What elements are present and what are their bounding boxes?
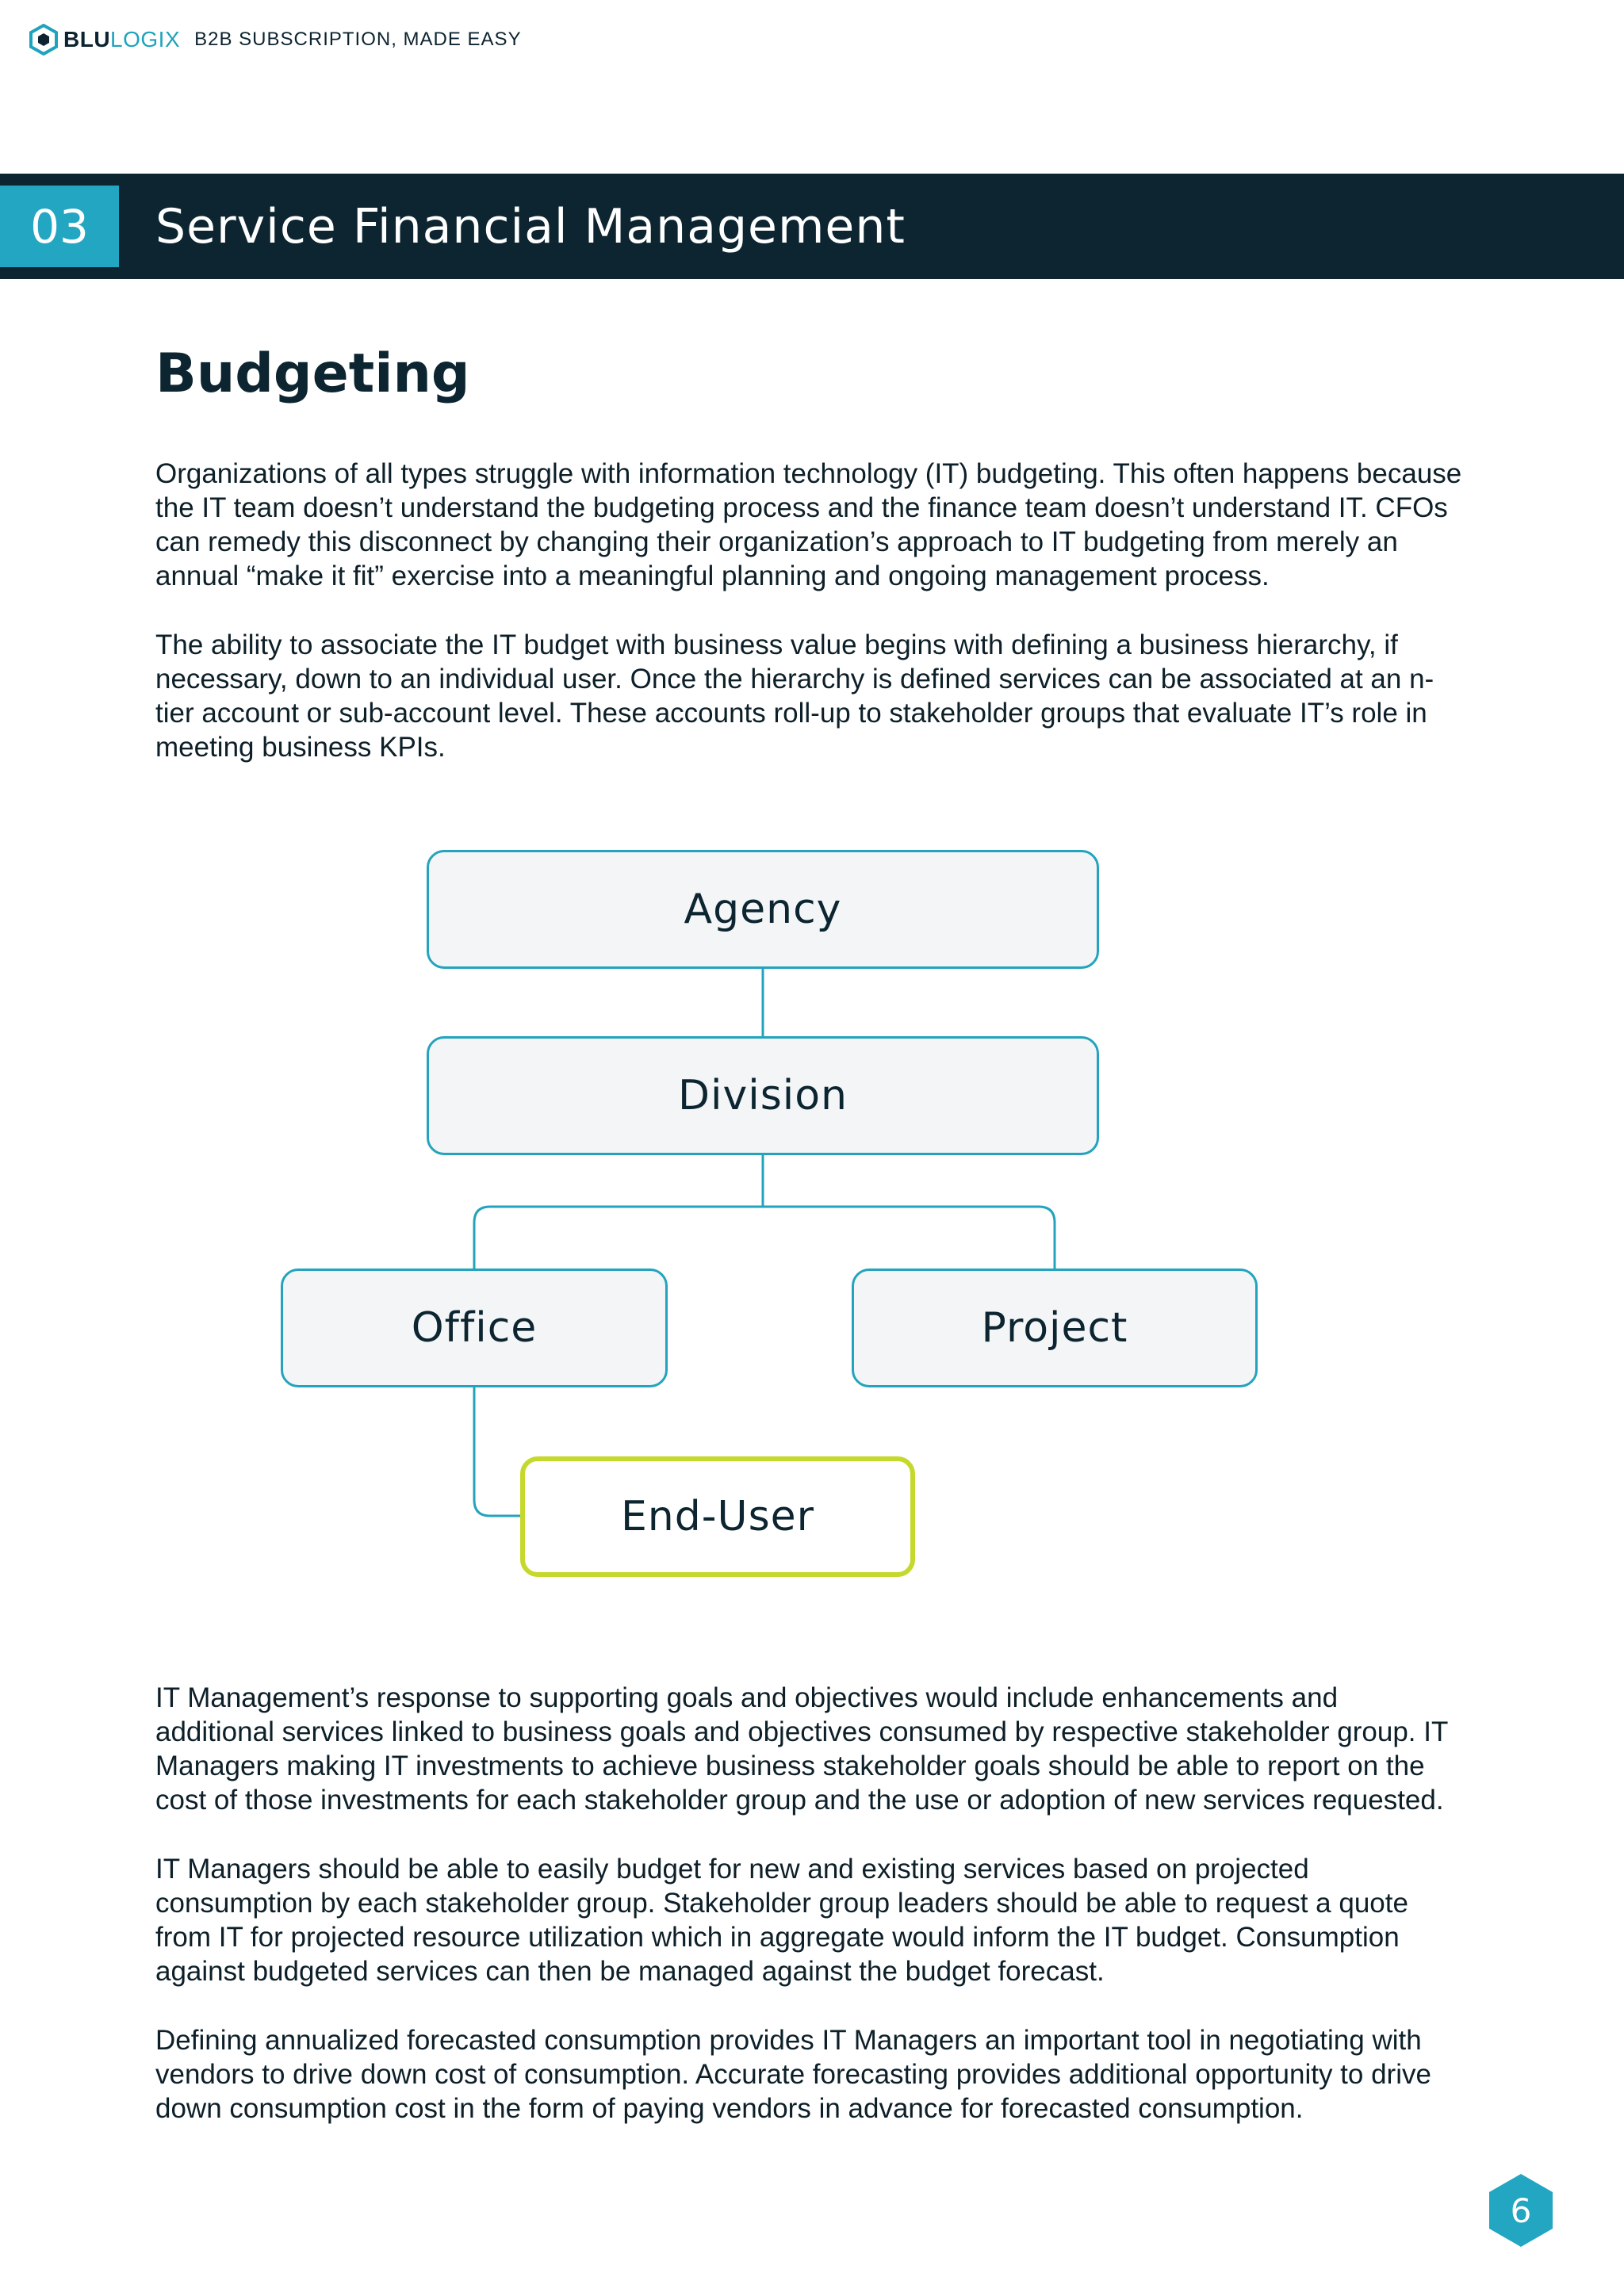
brand-name-part1: BLU — [63, 27, 111, 52]
node-office: Office — [281, 1269, 668, 1387]
brand-name — [63, 27, 180, 52]
section-banner — [0, 174, 1624, 279]
body-paragraph-1: Organizations of all types struggle with information technology (IT) budgeting. This often happens because the IT team doesn’t understand the budgeting process and the finance team doesn’t understand IT. CFOs can remedy this disconnect by changing their organization’s approach to IT budgeting from merely an annual “make it fit” exercise into a meaningful planning and ongoing management process. — [155, 458, 1462, 591]
page-heading: Budgeting — [155, 342, 470, 405]
body-paragraph-5: Defining annualized forecasted consumption provides IT Managers an important tool in negotiating with vendors to drive down cost of consumption. Accurate forecasting provides additional opportunity to drive down consumption cost in the form of paying vendors in advance for forecasted consumption. — [155, 2025, 1431, 2124]
body-paragraph-4: IT Managers should be able to easily budget for new and existing services based on projected consumption by each stakeholder group. Stakeholder group leaders should be able to request a quote from IT for projected resource utilization which in aggregate would inform the IT budget. Consumption against budgeted services can then be managed against the budget forecast. — [155, 1854, 1408, 1987]
page-number: 6 — [1510, 2191, 1532, 2230]
node-project: Project — [852, 1269, 1258, 1387]
section-title: Service Financial Management — [155, 198, 906, 254]
blulogix-logo-icon — [29, 24, 59, 55]
body-paragraph-2: The ability to associate the IT budget with business value begins with defining a business hierarchy, if necessary, down to an individual user. Once the hierarchy is defined services can be associated at an n-tier account or sub-account level. These accounts roll-up to stakeholder groups that evaluate IT’s role in meeting business KPIs. — [155, 629, 1434, 763]
brand-tagline: B2B SUBSCRIPTION, MADE EASY — [194, 29, 522, 50]
connector-branch-project — [763, 1207, 1055, 1269]
brand-name-part2: LOGIX — [110, 27, 181, 52]
connector-office-enduser — [474, 1387, 523, 1516]
section-number: 03 — [0, 186, 119, 267]
page-number-badge — [1488, 2172, 1554, 2248]
node-agency: Agency — [427, 850, 1099, 969]
node-division: Division — [427, 1036, 1099, 1155]
node-end-user: End-User — [520, 1456, 915, 1577]
hierarchy-diagram — [0, 832, 1624, 1594]
body-paragraph-3: IT Management’s response to supporting goals and objectives would include enhancements and additional services linked to business goals and objectives consumed by respective stakeholder group. IT Managers making IT investments to achieve business stakeholder goals should be able to report on the cost of those investments for each stakeholder group and the use or adoption of new services requested. — [155, 1682, 1448, 1816]
connector-branch-office — [474, 1207, 763, 1269]
page-header — [29, 24, 522, 55]
